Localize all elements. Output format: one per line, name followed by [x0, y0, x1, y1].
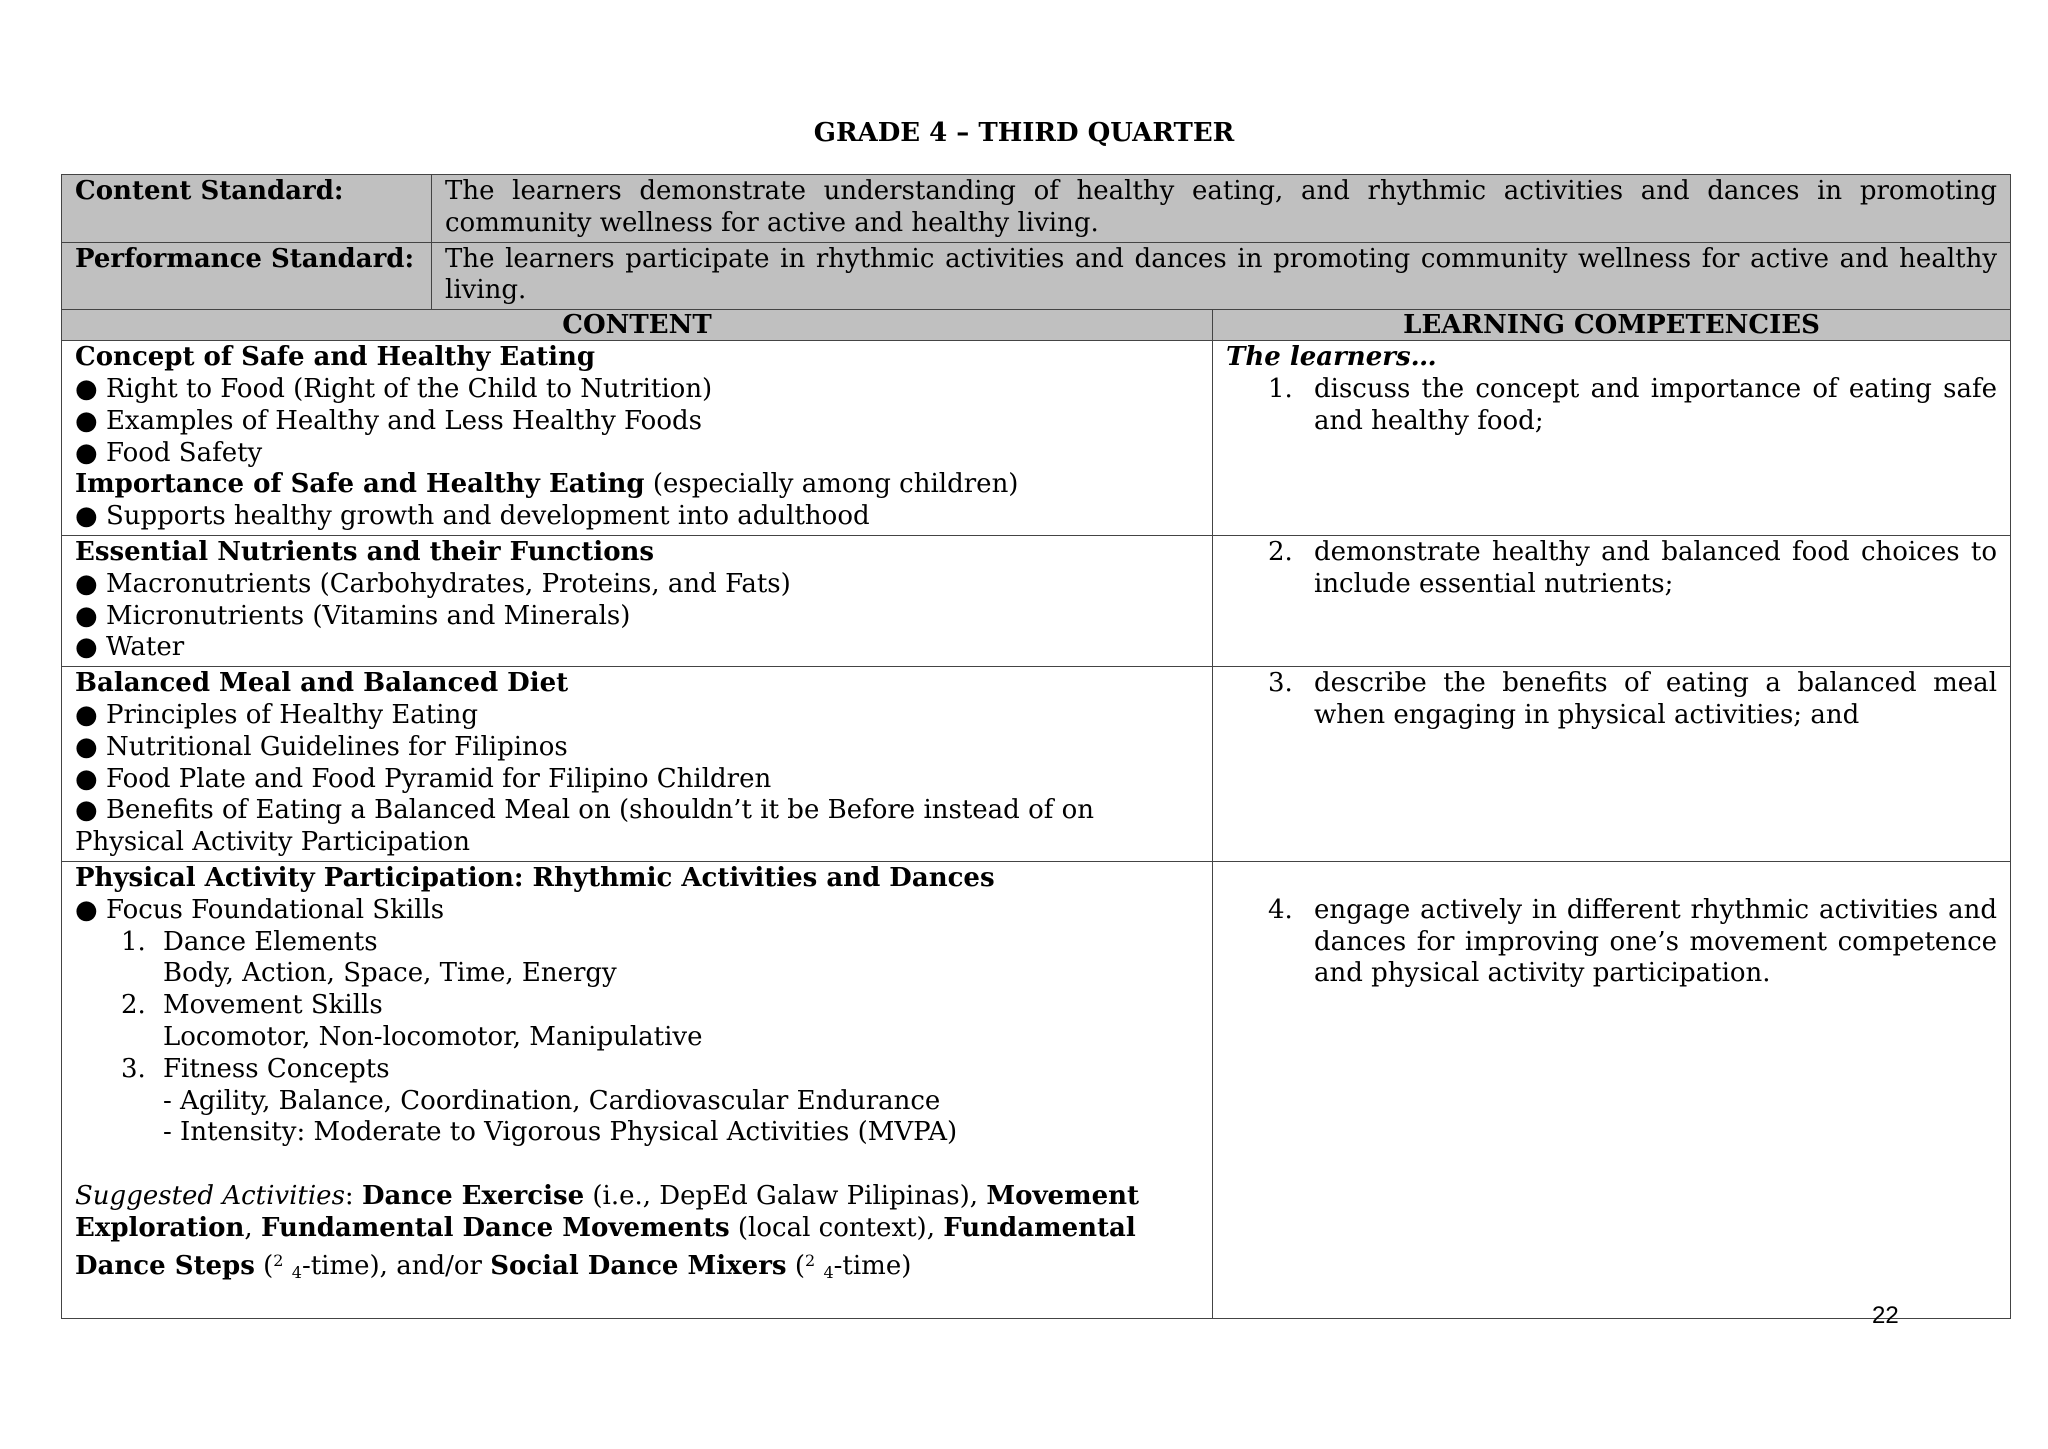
- page-title: GRADE 4 – THIRD QUARTER: [813, 118, 1235, 148]
- competency-cell: [1213, 667, 2011, 862]
- fitness-detail: - Agility, Balance, Coordination, Cardiovascular Endurance: [163, 1085, 941, 1116]
- time-sub: 4: [823, 1262, 834, 1282]
- competency-number: 4.: [1268, 894, 1293, 925]
- competency-cell: [1213, 861, 2011, 1318]
- list-item: ● Macronutrients (Carbohydrates, Proteins, and Fats): [75, 568, 791, 599]
- list-item: Physical Activity Participation: [75, 827, 470, 858]
- competency-cell: [1213, 535, 2011, 666]
- competency-item: [1226, 374, 1997, 438]
- content-header: CONTENT: [62, 310, 1213, 341]
- learners-intro: The learners…: [1226, 342, 1437, 373]
- list-item: ● Nutritional Guidelines for Filipinos: [75, 731, 568, 762]
- table-row: [62, 341, 2011, 536]
- skill-number: 2.: [121, 990, 146, 1021]
- suggested-colon: :: [344, 1180, 362, 1211]
- competency-item: [1226, 668, 1997, 732]
- topic-heading: Balanced Meal and Balanced Diet: [75, 668, 569, 699]
- table-row: [62, 861, 2011, 1318]
- time-sub: 4: [291, 1262, 302, 1282]
- content-standard-label: Content Standard:: [62, 175, 432, 243]
- competency-number: 2.: [1268, 536, 1293, 567]
- skill-detail: Body, Action, Space, Time, Energy: [163, 958, 617, 989]
- competency-list: [1226, 374, 1997, 438]
- time-open: (: [254, 1250, 274, 1281]
- skill-label: Movement Skills: [163, 990, 383, 1021]
- subheading-bold: Importance of Safe and Healthy Eating: [75, 469, 645, 500]
- table-row: [62, 535, 2011, 666]
- competency-text: describe the benefits of eating a balanced meal when engaging in physical activities; and: [1314, 668, 1998, 730]
- suggested-label: Suggested Activities: [75, 1180, 345, 1211]
- skill-label: Fitness Concepts: [163, 1053, 390, 1084]
- table-row: [62, 667, 2011, 862]
- content-cell: [62, 535, 1213, 666]
- skill-item: [75, 990, 1199, 1022]
- list-item: ● Water: [75, 632, 185, 663]
- activity-name: Social Dance Mixers: [490, 1250, 787, 1281]
- competency-text: engage actively in different rhythmic activities and dances for improving one’s movement competence and physical activity participation.: [1314, 894, 1998, 989]
- list-item: ● Benefits of Eating a Balanced Meal on (shouldn’t it be Before instead of on: [75, 795, 1095, 826]
- topic-heading: Concept of Safe and Healthy Eating: [75, 342, 596, 373]
- activity-name: Movement Exploration: [75, 1180, 1140, 1243]
- activity-note: (i.e., DepEd Galaw Pilipinas),: [584, 1180, 987, 1211]
- skill-label: Dance Elements: [163, 926, 378, 957]
- topic-heading: Physical Activity Participation: Rhythmic Activities and Dances: [75, 862, 995, 893]
- list-item: ● Food Plate and Food Pyramid for Filipino Children: [75, 763, 772, 794]
- list-item: ● Food Safety: [75, 437, 263, 468]
- spacer: [75, 1149, 1199, 1181]
- activity-name: Fundamental Dance Movements: [260, 1212, 730, 1243]
- competency-text: discuss the concept and importance of eating safe and healthy food;: [1314, 373, 1998, 436]
- content-standard-text: The learners demonstrate understanding of healthy eating, and rhythmic activities and dances in promoting community wellness for active and healthy living.: [432, 175, 2011, 243]
- competency-text: demonstrate healthy and balanced food choices to include essential nutrients;: [1314, 536, 1998, 599]
- activity-name: Fundamental Dance Steps: [75, 1212, 1136, 1281]
- competency-list: [1226, 537, 1997, 601]
- skill-item: [75, 927, 1199, 959]
- page-number: 22: [1872, 1302, 1899, 1329]
- skill-detail: Locomotor, Non-locomotor, Manipulative: [163, 1021, 703, 1052]
- time-close: -time), and/or: [301, 1250, 491, 1281]
- activity-name: Dance Exercise: [361, 1180, 585, 1211]
- skill-item: [75, 1054, 1199, 1086]
- list-item: ● Focus Foundational Skills: [75, 894, 445, 925]
- performance-standard-text: The learners participate in rhythmic activities and dances in promoting community wellness for active and healthy living.: [432, 242, 2011, 310]
- performance-standard-row: [62, 242, 2011, 310]
- competency-list: [1226, 668, 1997, 732]
- competency-cell: [1213, 341, 2011, 536]
- list-item: ● Micronutrients (Vitamins and Minerals): [75, 600, 631, 631]
- spacer: [1226, 863, 1997, 895]
- time-open: (: [786, 1250, 805, 1281]
- time-sup: 2: [273, 1250, 284, 1270]
- performance-standard-label: Performance Standard:: [62, 242, 432, 310]
- content-standard-row: [62, 175, 2011, 243]
- activity-sep: ,: [244, 1212, 261, 1243]
- list-item: ● Examples of Healthy and Less Healthy Foods: [75, 405, 702, 436]
- topic-heading: Essential Nutrients and their Functions: [75, 536, 655, 567]
- time-close: -time): [833, 1250, 912, 1281]
- skill-number: 1.: [121, 926, 146, 957]
- table-header-row: [62, 310, 2011, 341]
- competency-number: 1.: [1268, 373, 1293, 404]
- content-cell: [62, 341, 1213, 536]
- topic-subheading: [75, 469, 1199, 501]
- suggested-activities: [75, 1181, 1199, 1288]
- competency-item: [1226, 895, 1997, 990]
- competency-list: [1226, 895, 1997, 990]
- list-item: ● Supports healthy growth and development into adulthood: [75, 501, 870, 532]
- activity-note: (local context),: [729, 1212, 944, 1243]
- content-cell: [62, 861, 1213, 1318]
- competency-number: 3.: [1268, 668, 1293, 699]
- skill-number: 3.: [121, 1053, 146, 1084]
- subheading-note: (especially among children): [644, 469, 1019, 500]
- time-sup: 2: [804, 1250, 816, 1270]
- list-item: ● Right to Food (Right of the Child to Nutrition): [75, 373, 713, 404]
- content-cell: [62, 667, 1213, 862]
- fitness-detail: - Intensity: Moderate to Vigorous Physical Activities (MVPA): [163, 1117, 958, 1148]
- list-item: ● Principles of Healthy Eating: [75, 699, 478, 730]
- competency-item: [1226, 537, 1997, 601]
- competencies-header: LEARNING COMPETENCIES: [1213, 310, 2011, 341]
- curriculum-table: [61, 174, 2011, 1319]
